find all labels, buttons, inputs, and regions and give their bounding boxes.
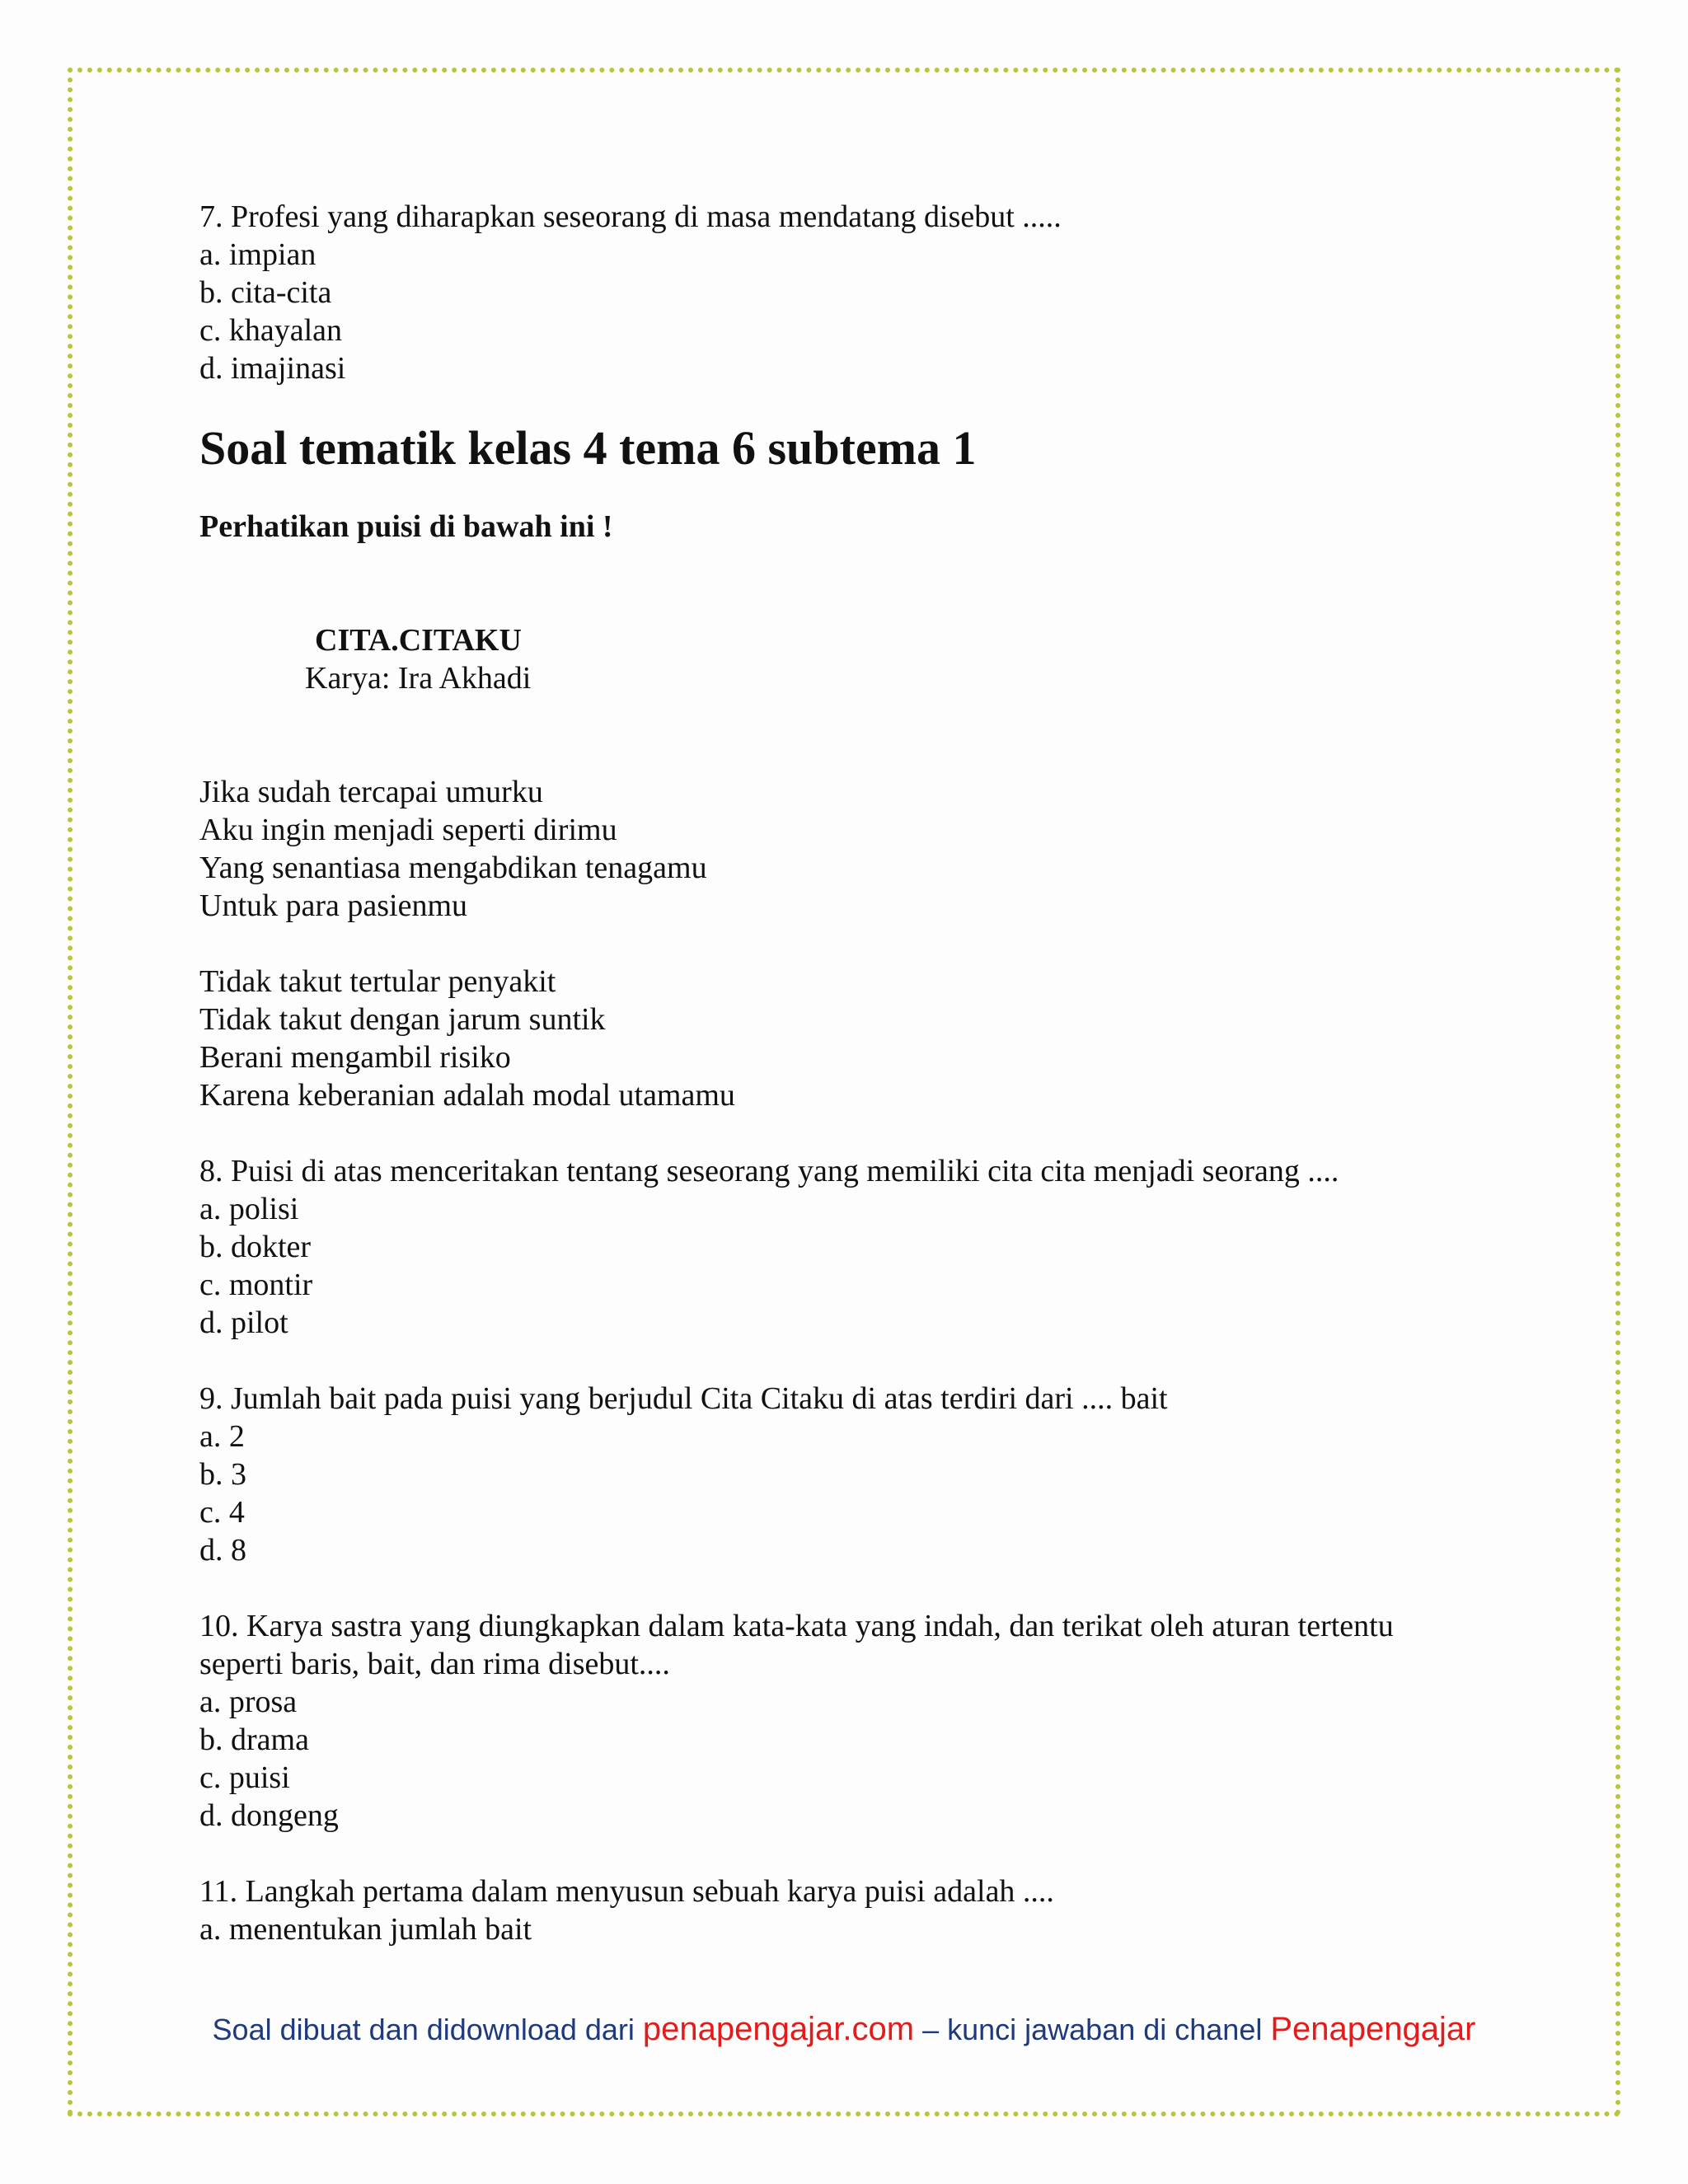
poem-title: CITA.CITAKU [315, 623, 522, 658]
poem-line: Tidak takut tertular penyakit [199, 964, 556, 999]
option-d: d. dongeng [199, 1798, 339, 1833]
footer-text: – kunci jawaban di chanel [914, 2013, 1271, 2046]
question-text: 7. Profesi yang diharapkan seseorang di masa mendatang disebut ..... [199, 199, 1062, 234]
question-11 [199, 1872, 1485, 1948]
footer-channel-name: Penapengajar [1270, 2011, 1476, 2047]
poem-line: Tidak takut dengan jarum suntik [199, 1002, 606, 1037]
option-d: d. imajinasi [199, 351, 346, 386]
poem-author: Karya: Ira Akhadi [305, 661, 532, 696]
section-title: Soal tematik kelas 4 tema 6 subtema 1 [199, 421, 977, 475]
option-a: a. menentukan jumlah bait [199, 1912, 532, 1947]
option-c: c. puisi [199, 1760, 290, 1795]
option-b: b. 3 [199, 1457, 246, 1492]
option-c: c. montir [199, 1268, 313, 1302]
option-c: c. khayalan [199, 313, 343, 348]
poem-body [199, 773, 1485, 1114]
question-text: 8. Puisi di atas menceritakan tentang seseorang yang memiliki cita cita menjadi seorang .... [199, 1154, 1339, 1188]
footer-text: Soal dibuat dan didownload dari [212, 2013, 643, 2046]
document-content [199, 198, 1485, 1948]
poem-stanza-1 [199, 773, 1485, 925]
poem-header [199, 621, 1485, 697]
option-b: b. cita-cita [199, 275, 332, 310]
poem-line: Yang senantiasa mengabdikan tenagamu [199, 851, 707, 885]
poem-line: Untuk para pasienmu [199, 888, 468, 923]
footer-site-link[interactable]: penapengajar.com [642, 2011, 915, 2047]
poem-line: Karena keberanian adalah modal utamamu [199, 1078, 735, 1113]
question-7 [199, 198, 1485, 387]
question-10 [199, 1607, 1485, 1835]
option-a: a. polisi [199, 1192, 299, 1226]
question-text-continued: seperti baris, bait, dan rima disebut.... [199, 1647, 670, 1681]
question-9 [199, 1380, 1485, 1569]
question-8 [199, 1152, 1485, 1342]
option-c: c. 4 [199, 1495, 245, 1530]
option-a: a. prosa [199, 1685, 298, 1719]
poem-line: Aku ingin menjadi seperti dirimu [199, 813, 617, 847]
option-b: b. drama [199, 1722, 309, 1757]
option-d: d. pilot [199, 1305, 288, 1340]
option-b: b. dokter [199, 1230, 312, 1264]
poem-line: Berani mengambil risiko [199, 1040, 511, 1075]
question-text: 9. Jumlah bait pada puisi yang berjudul Cita Citaku di atas terdiri dari .... bait [199, 1381, 1168, 1416]
option-a: a. 2 [199, 1419, 245, 1454]
option-a: a. impian [199, 237, 316, 272]
footer-credit [0, 2011, 1688, 2048]
poem-stanza-2 [199, 963, 1485, 1114]
question-text: 10. Karya sastra yang diungkapkan dalam kata-kata yang indah, dan terikat oleh aturan tertentu [199, 1609, 1394, 1643]
option-d: d. 8 [199, 1533, 246, 1568]
question-text: 11. Langkah pertama dalam menyusun sebuah karya puisi adalah .... [199, 1874, 1054, 1909]
poem-line: Jika sudah tercapai umurku [199, 775, 543, 809]
instruction: Perhatikan puisi di bawah ini ! [199, 509, 613, 544]
